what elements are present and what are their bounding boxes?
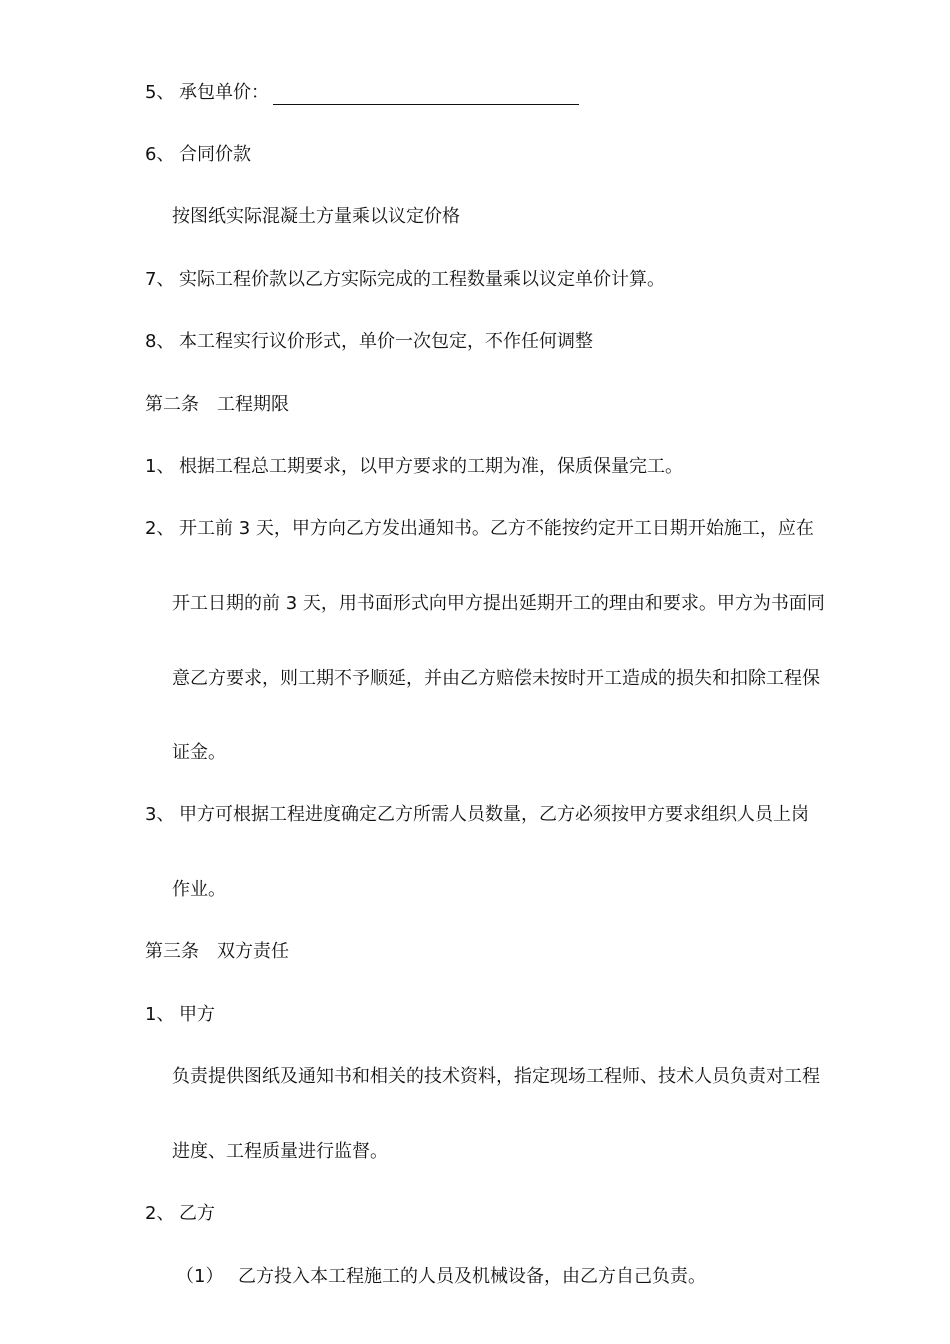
article-2-item-2-line-4: 证金。	[172, 742, 226, 763]
item-text: 本工程实行议价形式，单价一次包定，不作任何调整	[179, 331, 593, 352]
item-number: 3、	[145, 804, 175, 825]
article-2-item-2-line-3: 意乙方要求，则工期不予顺延，并由乙方赔偿未按时开工造成的损失和扣除工程保	[172, 668, 820, 689]
article-2-item-3	[145, 803, 809, 827]
item-number: 7、	[145, 269, 175, 290]
item-number: 5、	[145, 82, 175, 103]
article-2-item-2-line-2: 开工日期的前 3 天，用书面形式向甲方提出延期开工的理由和要求。甲方为书面同	[172, 593, 825, 614]
article-2-heading	[145, 393, 289, 417]
item-6-body: 按图纸实际混凝土方量乘以议定价格	[172, 206, 460, 227]
item-number: 8、	[145, 331, 175, 352]
article-label: 第三条	[145, 941, 199, 962]
article-2-item-1	[145, 455, 683, 479]
item-text-line: 开工前 3 天，甲方向乙方发出通知书。乙方不能按约定开工日期开始施工，应在	[179, 518, 814, 539]
sub-item-text: 乙方投入本工程施工的人员及机械设备，由乙方自己负责。	[238, 1266, 706, 1287]
article-label: 第二条	[145, 394, 199, 415]
item-number: 1、	[145, 456, 175, 477]
article-3-item-1-line-2: 进度、工程质量进行监督。	[172, 1141, 388, 1162]
item-number: 6、	[145, 144, 175, 165]
item-text: 合同价款	[179, 144, 251, 165]
article-3-item-2-sub-1	[176, 1265, 706, 1289]
item-text: 甲方	[179, 1004, 215, 1025]
item-text: 实际工程价款以乙方实际完成的工程数量乘以议定单价计算。	[179, 269, 665, 290]
item-8	[145, 330, 593, 354]
article-3-item-1-line-1: 负责提供图纸及通知书和相关的技术资料，指定现场工程师、技术人员负责对工程	[172, 1066, 820, 1087]
fill-in-blank-line	[273, 86, 579, 105]
item-number: 1、	[145, 1004, 175, 1025]
article-3-item-2	[145, 1202, 215, 1226]
article-3-item-1	[145, 1003, 215, 1027]
article-3-heading	[145, 940, 289, 964]
item-7	[145, 268, 665, 292]
article-2-item-3-line-2: 作业。	[172, 879, 226, 900]
article-title: 双方责任	[217, 941, 289, 962]
item-text: 乙方	[179, 1203, 215, 1224]
article-title: 工程期限	[217, 394, 289, 415]
item-number: 2、	[145, 518, 175, 539]
item-text: 承包单价：	[179, 82, 269, 103]
item-number: 2、	[145, 1203, 175, 1224]
item-5	[145, 81, 579, 105]
article-2-item-2	[145, 517, 814, 541]
item-text: 根据工程总工期要求，以甲方要求的工期为准，保质保量完工。	[179, 456, 683, 477]
item-text-line: 甲方可根据工程进度确定乙方所需人员数量，乙方必须按甲方要求组织人员上岗	[179, 804, 809, 825]
item-6	[145, 143, 251, 167]
sub-item-number: （1）	[176, 1266, 224, 1287]
